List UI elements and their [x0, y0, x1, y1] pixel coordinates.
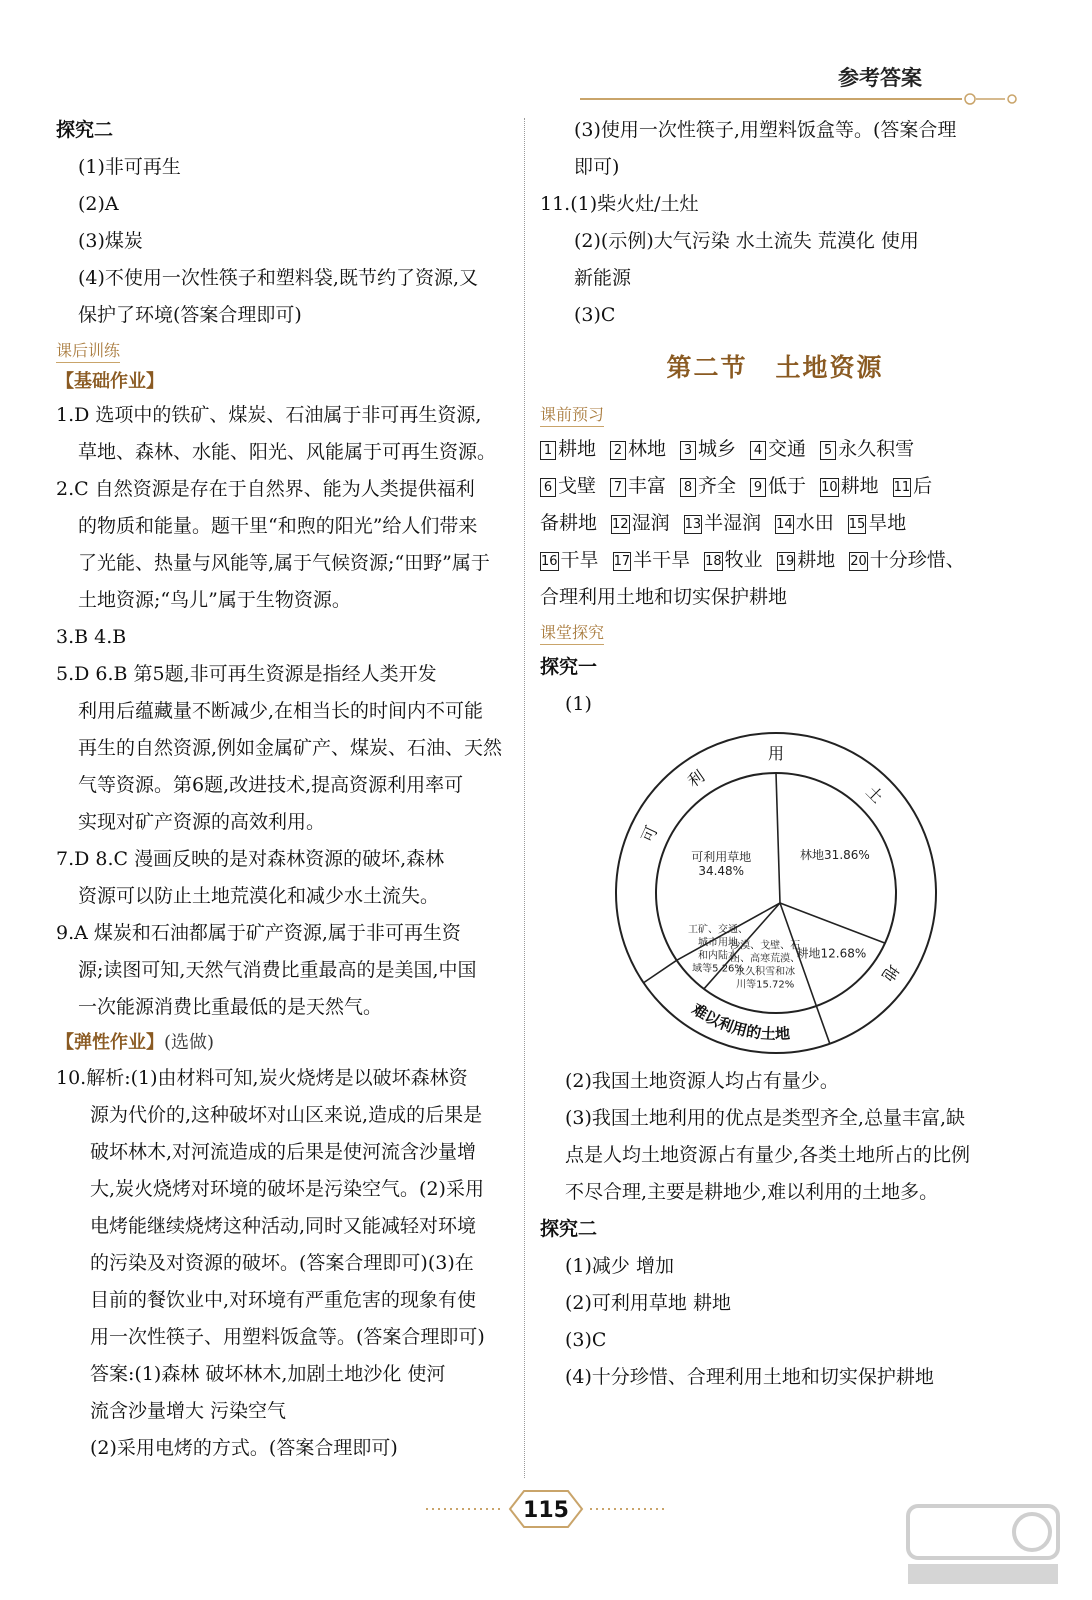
column-divider: [524, 118, 525, 1478]
preview-answer-text: 永久积雪: [838, 438, 915, 460]
preview-item: [680, 475, 736, 497]
preview-answers: [540, 431, 1010, 616]
pie-slice-label: 耕地12.68%: [796, 946, 867, 961]
left-column: [56, 112, 508, 1467]
preview-item: [540, 549, 599, 571]
text-line: (3)使用一次性筷子,用塑料饭盒等。(答案合理: [574, 119, 957, 141]
text-line: 的污染及对资源的破坏。(答案合理即可)(3)在: [90, 1252, 474, 1274]
preview-item: [848, 512, 907, 534]
jichu-zuoye-label: 【基础作业】: [56, 371, 164, 392]
tag-kehou-xunlian: 课后训练: [56, 340, 120, 363]
tanxing-zuoye-label: 【弹性作业】(选做): [56, 1032, 215, 1053]
preview-answer-text: 干旱: [560, 549, 599, 571]
blank-number-box: 10: [821, 480, 838, 495]
tanjiu2-item: 保护了环境(答案合理即可): [78, 304, 302, 326]
blank-number-box: 14: [776, 517, 793, 532]
text-line: 新能源: [574, 267, 632, 289]
preview-answer-text: 牧业: [724, 549, 763, 571]
preview-item: [680, 438, 736, 460]
blank-number-box: 5: [820, 441, 836, 460]
basic-answers: [56, 397, 508, 1026]
pie-slice-label: 可利用草地: [691, 849, 752, 864]
preview-item: [613, 549, 691, 571]
text-line: 点是人均土地资源占有量少,各类土地所占的比例: [565, 1144, 971, 1166]
right-column: [540, 112, 1010, 1396]
preview-item: [820, 475, 879, 497]
text-line: 10.解析:(1)由材料可知,炭火烧烤是以破坏森林资: [56, 1067, 468, 1089]
pie-slice-label: 工矿、交通、: [688, 924, 749, 936]
pie-slice-boundary: [780, 903, 885, 943]
text-line: 用一次性筷子、用塑料饭盒等。(答案合理即可): [90, 1326, 485, 1348]
ring-separator: [816, 1006, 829, 1044]
text-line: 土地资源;“鸟儿”属于生物资源。: [78, 589, 351, 611]
preview-item: [775, 512, 834, 534]
text-line: 气等资源。第6题,改进技术,提高资源利用率可: [78, 774, 464, 796]
text-line: (2)我国土地资源人均占有量少。: [565, 1070, 839, 1092]
page-number-text: 115: [523, 1498, 569, 1523]
blank-number-box: 6: [540, 478, 556, 497]
preview-item: [777, 549, 836, 571]
blank-number-box: 8: [680, 478, 696, 497]
preview-answer-text: 丰富: [628, 475, 667, 497]
preview-row: [540, 468, 1010, 505]
text-line: 不尽合理,主要是耕地少,难以利用的土地多。: [565, 1181, 939, 1203]
question-10-answer: [56, 1060, 508, 1467]
ring-label-char: 可: [637, 822, 662, 846]
tanjiu2-item: (4)不使用一次性筷子和塑料袋,既节约了资源,又: [78, 267, 478, 289]
text-line: 源为代价的,这种破坏对山区来说,造成的后果是: [90, 1104, 483, 1126]
text-line: 再生的自然资源,例如金属矿产、煤炭、石油、天然: [78, 737, 503, 759]
preview-answer-text: 备耕地: [540, 512, 598, 534]
blank-number-box: 16: [541, 554, 558, 569]
tanjiu1-title: 探究一: [540, 656, 598, 678]
text-line: 源;读图可知,天然气消费比重最高的是美国,中国: [78, 959, 477, 981]
blank-number-box: 18: [705, 554, 722, 569]
watermark-logo: [900, 1500, 1070, 1590]
text-line: 3.B 4.B: [56, 626, 127, 648]
text-line: 大,炭火烧烤对环境的破坏是污染空气。(2)采用: [90, 1178, 484, 1200]
text-line: 11.(1)柴火灶/土灶: [540, 193, 699, 215]
preview-answer-text: 交通: [768, 438, 807, 460]
preview-answer-text: 齐全: [698, 475, 737, 497]
preview-answer-text: 林地: [628, 438, 667, 460]
ring-label-char: 地: [877, 961, 903, 986]
preview-answer-text: 十分珍惜、: [869, 549, 965, 571]
preview-answer-text: 湿润: [631, 512, 670, 534]
ring-separator: [644, 960, 677, 982]
tanjiu2-answers: [540, 1248, 1010, 1396]
preview-answer-text: 耕地: [840, 475, 879, 497]
tag-keqian-yuxi: 课前预习: [540, 404, 604, 427]
text-line: 破坏林木,对河流造成的后果是使河流含沙量增: [90, 1141, 477, 1163]
preview-answer-text: 戈壁: [558, 475, 597, 497]
preview-item: [893, 475, 933, 497]
pie-slice-label: 川等15.72%: [736, 979, 795, 991]
preview-item: [849, 549, 965, 571]
preview-item: [610, 438, 666, 460]
text-line: 实现对矿产资源的高效利用。: [78, 811, 326, 833]
text-line: 利用后蕴藏量不断减少,在相当长的时间内不可能: [78, 700, 484, 722]
header-decoration-line: [580, 92, 1020, 106]
preview-row: [540, 505, 1010, 542]
land-use-pie-chart: [540, 727, 1000, 1057]
text-line: (2)可利用草地 耕地: [565, 1292, 731, 1314]
section-title: 第二节 土地资源: [666, 353, 884, 382]
preview-item: [540, 512, 597, 534]
blank-number-box: 2: [610, 441, 626, 460]
pie-svg: [540, 727, 1000, 1057]
pie-slice-label: 域等5.26%: [692, 963, 744, 975]
preview-answer-text: 半干旱: [633, 549, 691, 571]
text-line: 7.D 8.C 漫画反映的是对森林资源的破坏,森林: [56, 848, 445, 870]
preview-answer-text: 耕地: [558, 438, 597, 460]
ring-label-char: 用: [767, 744, 785, 763]
text-line: (4)十分珍惜、合理利用土地和切实保护耕地: [565, 1366, 934, 1388]
blank-number-box: 9: [750, 478, 766, 497]
header-title: 参考答案: [838, 66, 922, 90]
right-top-answers: [540, 112, 1010, 334]
blank-number-box: 3: [680, 441, 696, 460]
preview-answer-text: 低于: [768, 475, 807, 497]
preview-answer-text: 半湿润: [704, 512, 762, 534]
text-line: (3)C: [574, 304, 616, 326]
tanjiu1-answers: [540, 1063, 1010, 1211]
tanjiu2-title-right: 探究二: [540, 1218, 598, 1240]
blank-number-box: 7: [610, 478, 626, 497]
preview-item: [610, 475, 666, 497]
text-line: (2)(示例)大气污染 水土流失 荒漠化 使用: [574, 230, 919, 252]
pie-slice-label: 和内陆水: [698, 950, 739, 962]
preview-item: [704, 549, 763, 571]
text-line: (3)我国土地利用的优点是类型齐全,总量丰富,缺: [565, 1107, 965, 1129]
text-line: 2.C 自然资源是存在于自然界、能为人类提供福利: [56, 478, 475, 500]
text-line: (3)C: [565, 1329, 607, 1351]
text-line: (1)减少 增加: [565, 1255, 674, 1277]
preview-item: [540, 586, 787, 608]
tanjiu2-title-left: 探究二: [56, 119, 114, 141]
blank-number-box: 13: [684, 517, 702, 532]
blank-number-box: 11: [893, 480, 911, 495]
text-line: 的物质和能量。题干里“和煦的阳光”给人们带来: [78, 515, 478, 537]
text-line: 草地、森林、水能、阳光、风能属于可再生资源。: [78, 441, 497, 463]
preview-row: [540, 431, 1010, 468]
text-line: 目前的餐饮业中,对环境有严重危害的现象有使: [90, 1289, 477, 1311]
blank-number-box: 1: [540, 441, 556, 460]
pie-slice-label: 34.48%: [698, 863, 745, 878]
text-line: 流含沙量增大 污染空气: [90, 1400, 287, 1422]
text-line: 即可): [574, 156, 620, 178]
tag-ketang-tanjiu: 课堂探究: [540, 622, 604, 645]
pie-slice-label: 山、高寒荒漠、: [730, 953, 801, 965]
preview-item: [611, 512, 670, 534]
preview-item: [750, 475, 806, 497]
ring-label-unusable-text: 难以利用的土地: [688, 1000, 791, 1044]
pie-slice-label: 林地31.86%: [800, 848, 870, 863]
tanjiu2-item: (2)A: [78, 193, 119, 215]
pie-slice-label: 沙漠、戈壁、石: [730, 940, 801, 952]
pie-slice-label: 城市用地: [698, 937, 739, 949]
pie-slice-boundary: [776, 773, 780, 903]
blank-number-box: 4: [750, 441, 766, 460]
text-line: 9.A 煤炭和石油都属于矿产资源,属于非可再生资: [56, 922, 461, 944]
preview-answer-text: 耕地: [797, 549, 836, 571]
blank-number-box: 15: [848, 517, 866, 532]
text-line: 了光能、热量与风能等,属于气候资源;“田野”属于: [78, 552, 490, 574]
text-line: 1.D 选项中的铁矿、煤炭、石油属于非可再生资源,: [56, 404, 482, 426]
preview-answer-text: 水田: [795, 512, 834, 534]
blank-number-box: 19: [777, 554, 795, 569]
preview-item: [540, 438, 596, 460]
text-line: 答案:(1)森林 破坏林木,加剧土地沙化 使河: [90, 1363, 446, 1385]
preview-answer-text: 城乡: [698, 438, 737, 460]
text-line: 一次能源消费比重最低的是天然气。: [78, 996, 383, 1018]
text-line: (2)采用电烤的方式。(答案合理即可): [90, 1437, 398, 1459]
ring-label-char: 土: [862, 781, 888, 807]
preview-item: [540, 475, 596, 497]
text-line: 电烤能继续烧烤这种活动,同时又能减轻对环境: [90, 1215, 477, 1237]
preview-item: [684, 512, 762, 534]
tanjiu2-item: (1)非可再生: [78, 156, 181, 178]
preview-row: [540, 542, 1010, 579]
blank-number-box: 20: [850, 554, 867, 569]
preview-item: [820, 438, 914, 460]
text-line: 5.D 6.B 第5题,非可再生资源是指经人类开发: [56, 663, 437, 685]
blank-number-box: 17: [613, 554, 631, 569]
page-number-badge: [426, 1486, 666, 1532]
preview-row: [540, 579, 1010, 616]
text-line: 资源可以防止土地荒漠化和减少水土流失。: [78, 885, 440, 907]
preview-item: [750, 438, 806, 460]
pie-slice-label: 永久积雪和冰: [735, 966, 796, 978]
ring-label-char: 利: [683, 766, 708, 792]
preview-answer-text: 合理利用土地和切实保护耕地: [540, 586, 788, 608]
blank-number-box: 12: [612, 517, 629, 532]
preview-answer-text: 后: [913, 475, 933, 497]
preview-answer-text: 旱地: [868, 512, 907, 534]
tanjiu2-item: (3)煤炭: [78, 230, 143, 252]
tanjiu1-q1: (1): [565, 693, 592, 715]
